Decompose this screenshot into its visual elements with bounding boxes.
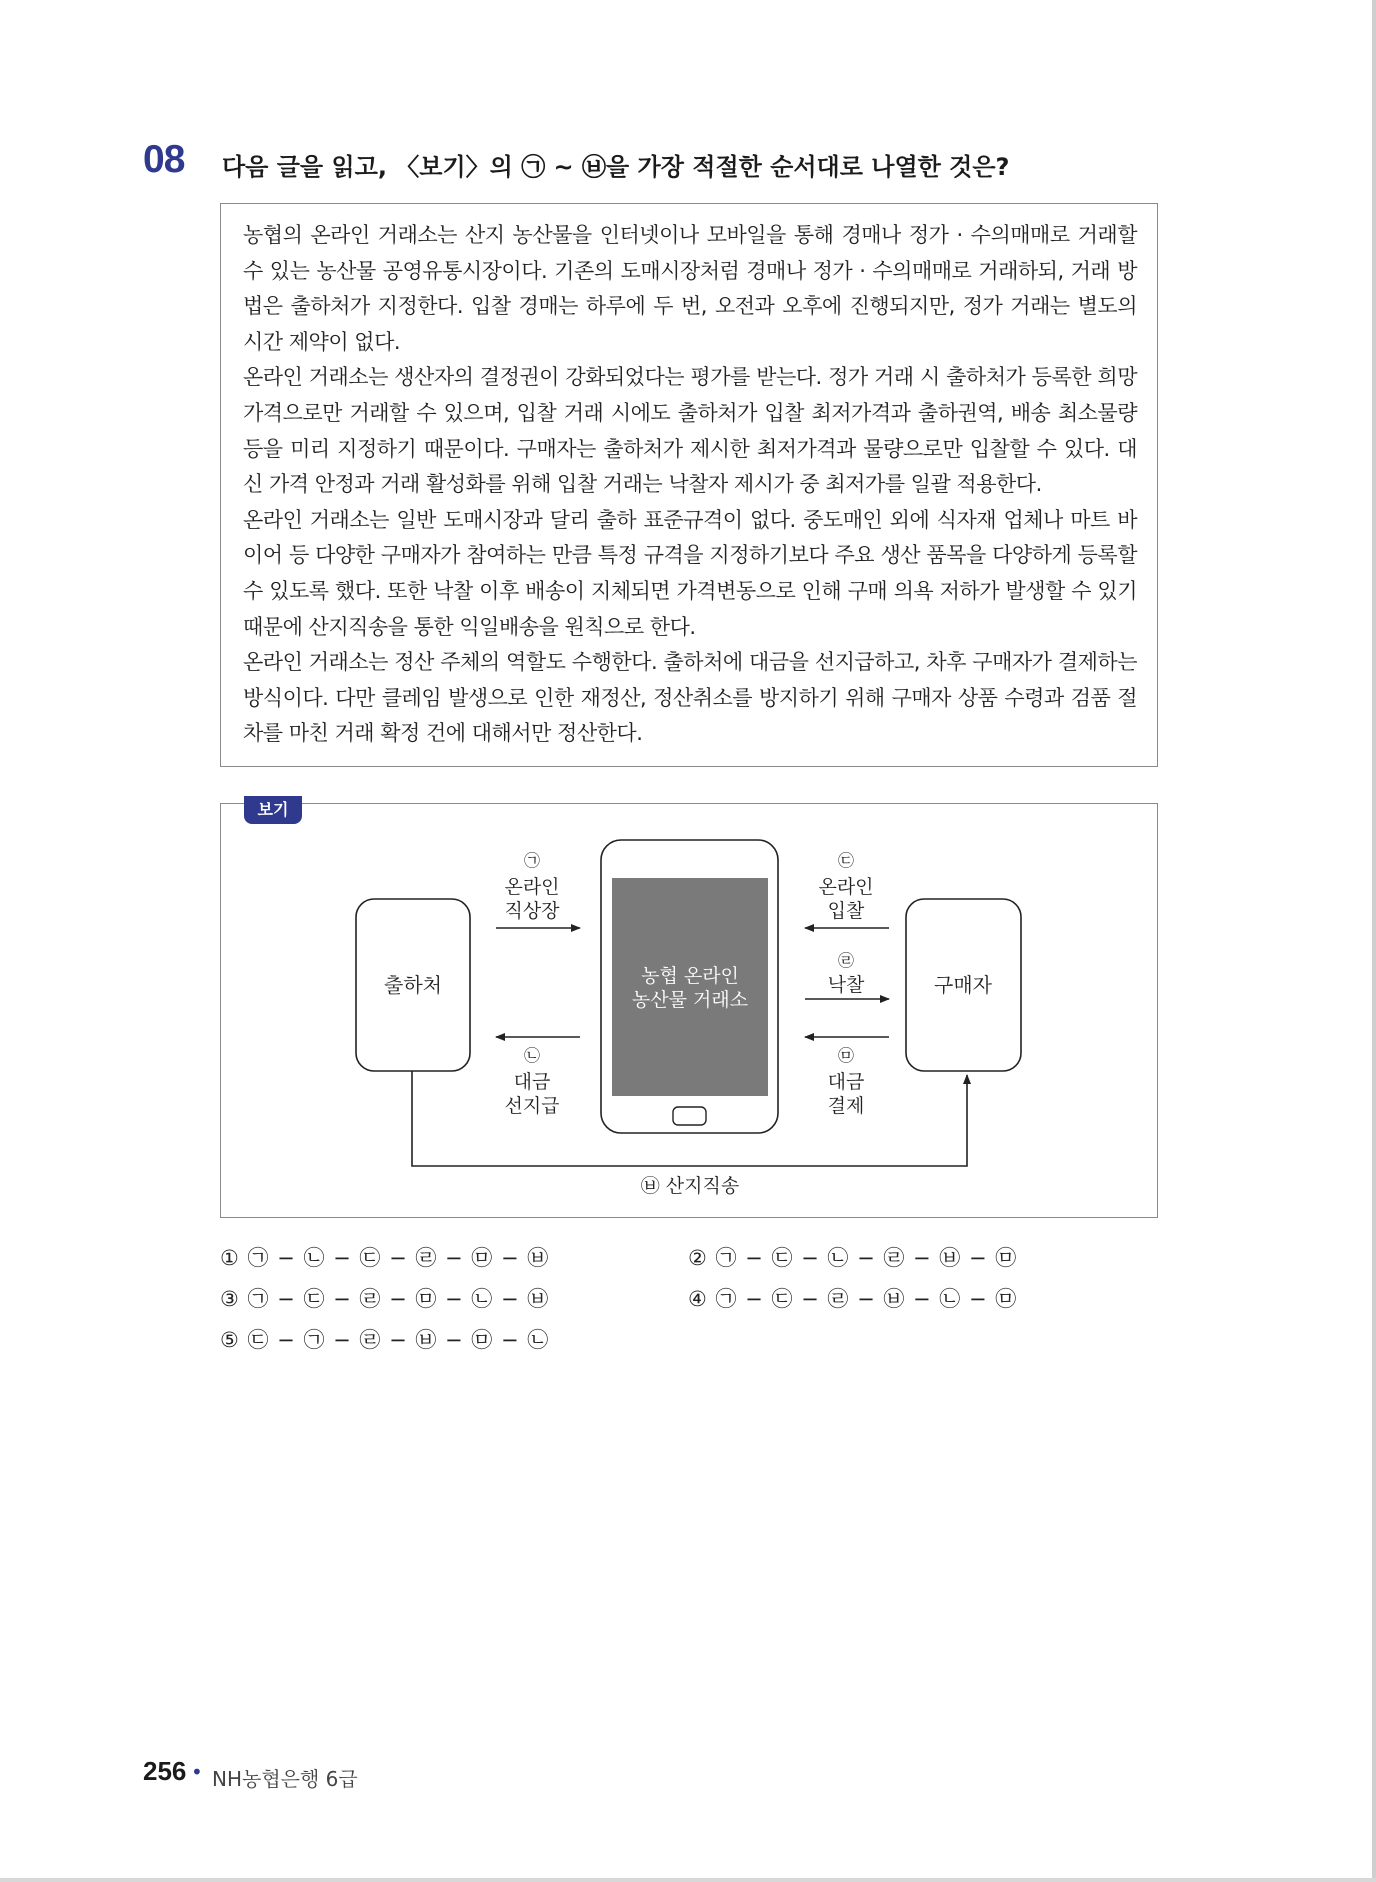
step-label: 대금 [827, 1071, 865, 1093]
step-label: 낙찰 [827, 974, 865, 996]
step-label: 입찰 [827, 900, 865, 922]
step-marker: ㉡ [523, 1046, 541, 1065]
footer-bullet: • [191, 1760, 203, 1784]
center-label: 농협 온라인 [641, 965, 739, 987]
passage-paragraph: 온라인 거래소는 생산자의 결정권이 강화되었다는 평가를 받는다. 정가 거래 시 출하처가 등록한 희망 가격으로만 거래할 수 있으며, 입찰 거래 시에도 출하처가 입찰 최저가격과 출하권역, 배송 최소물량 등을 미리 지정하기 때문이다. 구매자는 출하처가 제시한 최저가격과 물량으로만 입찰할 수 있다. 대신 가격 안정과 거래 활성화를 위해 입찰 거래는 낙찰자 제시가 중 최저가를 일괄 적용한다. [243, 365, 1137, 497]
phone-screen [612, 878, 768, 1096]
question-number: 08 [143, 138, 185, 181]
passage-paragraph: 온라인 거래소는 정산 주체의 역할도 수행한다. 출하처에 대금을 선지급하고, 차후 구매자가 결제하는 방식이다. 다만 클레임 발생으로 인한 재정산, 정산취소를 방지하기 위해 구매자 상품 수령과 검품 절차를 마친 거래 확정 건에 대해서만 정산한다. [243, 650, 1137, 746]
step-marker: ㉣ [837, 951, 855, 970]
step-marker: ㉠ [523, 851, 541, 870]
choice-3[interactable]: ③ ㉠ − ㉢ − ㉣ − ㉤ − ㉡ − ㉥ [220, 1287, 550, 1311]
step-marker: ㉢ [837, 851, 855, 870]
step-label: ㉥ 산지직송 [640, 1175, 740, 1197]
shipper-label: 출하처 [384, 973, 442, 997]
page-edge [0, 1878, 1376, 1882]
passage-paragraph: 온라인 거래소는 일반 도매시장과 달리 출하 표준규격이 없다. 중도매인 외에 식자재 업체나 마트 바이어 등 다양한 구매자가 참여하는 만큼 특정 규격을 지정하기보다 주요 생산 품목을 다양하게 등록할 수 있도록 했다. 또한 낙찰 이후 배송이 지체되면 가격변동으로 인해 구매 의욕 저하가 발생할 수 있기 때문에 산지직송을 통한 익일배송을 원칙으로 한다. [243, 507, 1137, 639]
step-label: 결제 [827, 1095, 865, 1117]
bogi-tag: 보기 [244, 796, 302, 824]
book-title: NH농협은행 6급 [212, 1767, 358, 1791]
step-label: 선지급 [504, 1095, 560, 1117]
page-number: 256 [143, 1756, 187, 1786]
step-label: 대금 [513, 1071, 551, 1093]
step-label: 온라인 [504, 876, 560, 898]
question-prompt: 다음 글을 읽고, 〈보기〉의 ㉠ ~ ㉥을 가장 적절한 순서대로 나열한 것은? [222, 153, 1010, 181]
choice-4[interactable]: ④ ㉠ − ㉢ − ㉣ − ㉥ − ㉡ − ㉤ [688, 1287, 1018, 1311]
choice-1[interactable]: ① ㉠ − ㉡ − ㉢ − ㉣ − ㉤ − ㉥ [220, 1246, 550, 1270]
step-label: 온라인 [818, 876, 874, 898]
choice-5[interactable]: ⑤ ㉢ − ㉠ − ㉣ − ㉥ − ㉤ − ㉡ [220, 1328, 550, 1352]
choice-2[interactable]: ② ㉠ − ㉢ − ㉡ − ㉣ − ㉥ − ㉤ [688, 1246, 1018, 1270]
buyer-label: 구매자 [934, 973, 992, 997]
step-label: 직상장 [504, 900, 560, 922]
center-label: 농산물 거래소 [631, 989, 749, 1011]
answer-choices [220, 1242, 1018, 1372]
step-marker: ㉤ [837, 1046, 855, 1065]
passage-paragraph: 농협의 온라인 거래소는 산지 농산물을 인터넷이나 모바일을 통해 경매나 정가 · 수의매매로 거래할 수 있는 농산물 공영유통시장이다. 기존의 도매시장처럼 경매나 정가 · 수의매매로 거래하되, 거래 방법은 출하처가 지정한다. 입찰 경매는 하루에 두 번, 오전과 오후에 진행되지만, 정가 거래는 별도의 시간 제약이 없다. [243, 223, 1137, 354]
phone-home-button [673, 1107, 706, 1125]
